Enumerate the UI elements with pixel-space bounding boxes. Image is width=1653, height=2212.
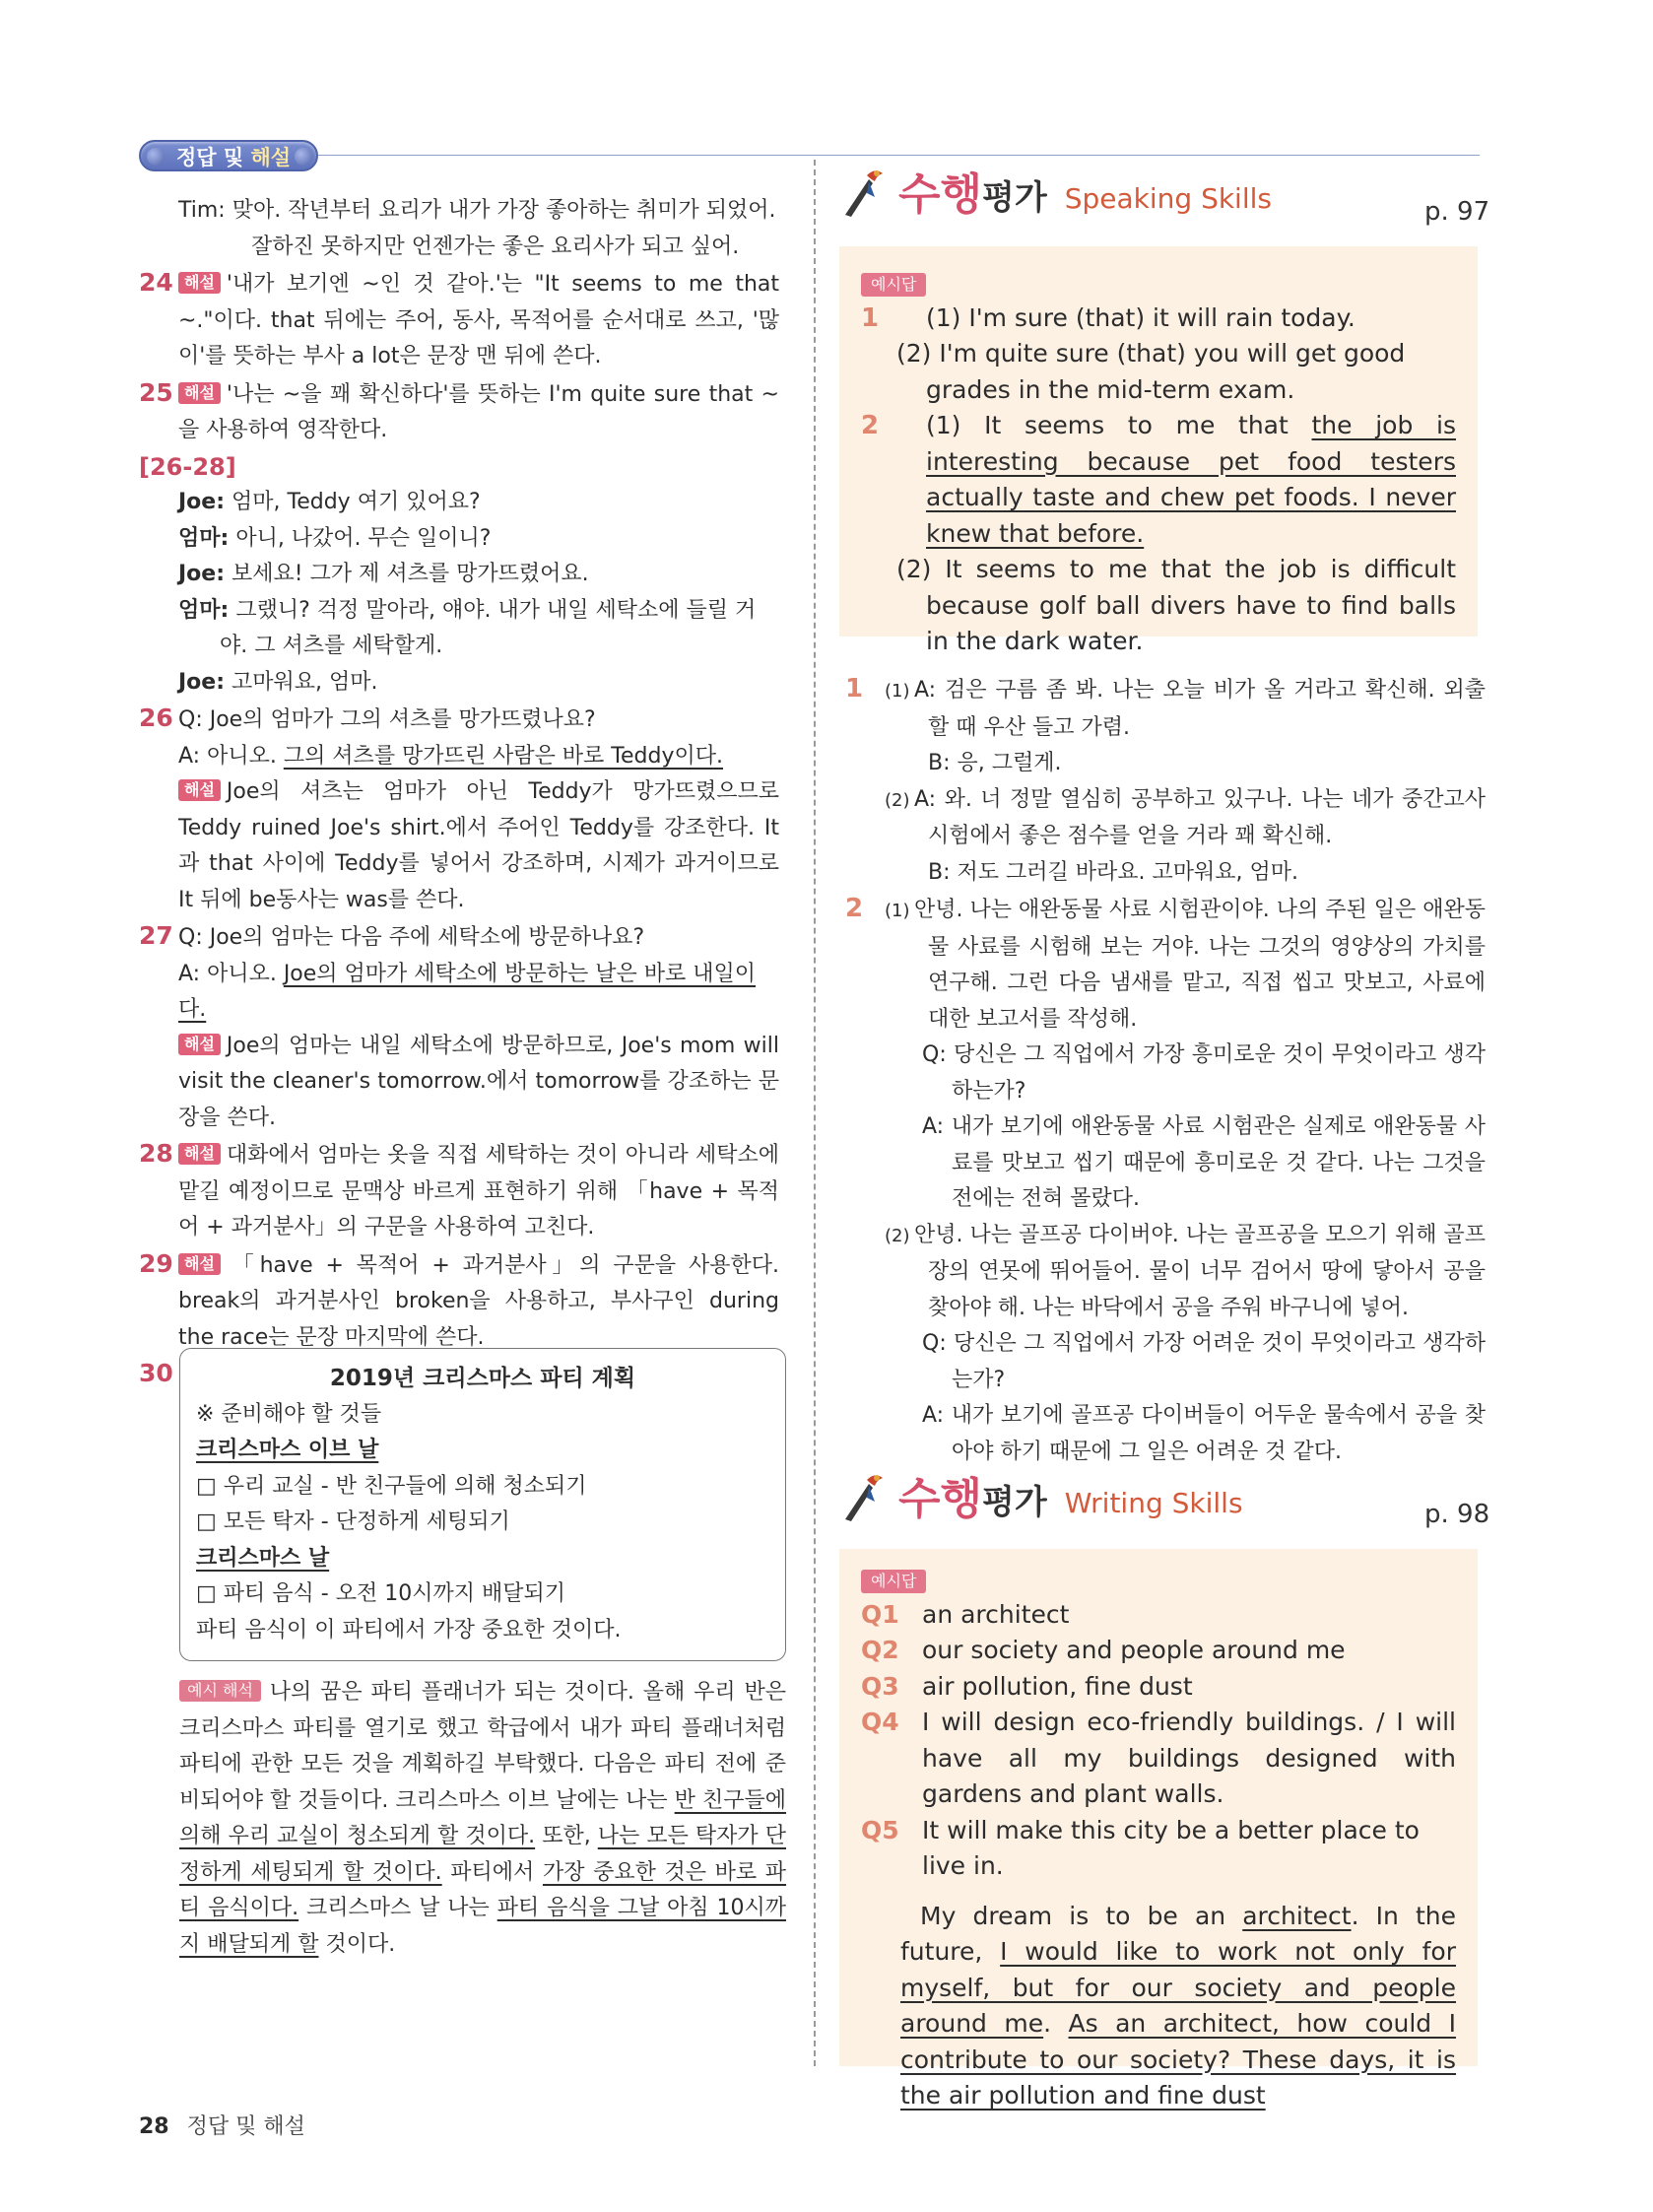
dialog-line: Joe: 엄마, Teddy 여기 있어요? [178,490,481,514]
writing-answer-box [839,1549,1478,2110]
writing-qa: Q2 our society and people around me [861,1636,1346,1664]
answer-24 [139,265,779,375]
example-answer-tag: 예시답 [861,1570,926,1593]
section-badge: 정답 및 해설 [139,140,318,171]
question-number: 26 [139,704,173,732]
answer-24-text: '내가 보기엔 ~인 것 같아.'는 "It seems to me that ~."이다. that 뒤에는 주어, 동사, 목적어를 순서대로 쓰고, '많이'를 뜻하는 부사 a lot은 문장 맨 뒤에 쓴다. [178,272,779,369]
translation-2-2-q: Q: 당신은 그 직업에서 가장 어려운 것이 무엇이라고 생각하는가? [922,1331,1486,1392]
writing-qa: Q5 It will make this city be a better place to live in. [861,1815,1420,1880]
writing-qa: Q3 air pollution, fine dust [861,1671,1193,1701]
answer-25-text: '나는 ~을 꽤 확신하다'를 뜻하는 I'm quite sure that ~을 사용하여 영작한다. [178,381,779,442]
plan-note: ※ 준비해야 할 것들 [196,1401,382,1427]
logo-korean-1: 수행 [898,169,983,220]
answer-29: 29 해설 「have + 목적어 + 과거분사」의 구문을 사용한다. break의 과거분사인 broken을 사용하고, 부사구인 during the race는 문장 마지막에 쓴다. [139,1246,779,1357]
answer-27: 27 Q: Joe의 엄마는 다음 주에 세탁소에 방문하나요? [139,918,779,957]
answer-27-answer: A: 아니오. Joe의 엄마가 세탁소에 방문하는 날은 바로 내일이다. [178,961,757,1022]
header-rule [148,155,1480,156]
footer-title: 정답 및 해설 [186,2114,305,2139]
dialog-line: 엄마: 그랬니? 걱정 말아라, 얘야. 내가 내일 세탁소에 들릴 거야. 그 셔츠를 세탁할게. [178,597,757,658]
translation-1-2: (2) A: 와. 너 정말 열심히 공부하고 있구나. 나는 네가 중간고사 시험에서 좋은 점수를 얻을 거라 꽤 확신해. [885,786,1486,848]
dialog-line: 엄마: 아니, 나갔어. 무슨 일이니? [178,525,492,551]
dialog-line: Joe: 보세요! 그가 제 셔츠를 망가뜨렸어요. [178,562,589,586]
plan-title: 2019년 크리스마스 파티 계획 [329,1366,636,1391]
translation-1-1: 1 (1) A: 검은 구름 좀 봐. 나는 오늘 비가 올 거라고 확신해. 외출할 때 우산 들고 가렴. [845,674,1486,740]
explain-tag: 해설 [178,1253,221,1275]
page-reference: p. 97 [1424,197,1490,227]
left-column [139,193,779,1394]
answer-26-explain: 해설 Joe의 셔츠는 엄마가 아닌 Teddy가 망가뜨렸으므로 Teddy ruined Joe's shirt.에서 주어인 Teddy를 강조한다. It과 that 사이에 Teddy를 넣어서 강조하며, 시제가 과거이므로 It 뒤에 be동사는 was를 쓴다. [178,779,779,912]
group-label: [26-28] [139,452,236,481]
section-title-speaking: Speaking Skills [1064,182,1272,215]
page-reference: p. 98 [1424,1500,1490,1529]
translation-2-1-q: Q: 당신은 그 직업에서 가장 흥미로운 것이 무엇이라고 생각하는가? [922,1042,1486,1104]
writing-qa: Q1 an architect [861,1599,1070,1629]
plan-day-heading: 크리스마스 날 [196,1545,330,1571]
question-number: 28 [139,1139,173,1168]
page-number: 28 [139,2114,169,2139]
question-number: 24 [139,268,173,297]
translation-2-1-a: A: 내가 보기에 애완동물 사료 시험관은 실제로 애완동물 사료를 맛보고 씹기 때문에 흥미로운 것 같다. 나는 그것을 전에는 전혀 몰랐다. [922,1114,1486,1211]
translation-2-1: 2 (1) 안녕. 나는 애완동물 사료 시험관이야. 나의 주된 일은 애완동물 사료를 시험해 보는 거야. 나는 그것의 영양상의 가치를 연구해. 그런 다음 냄새를 맡고, 직접 씹고 맛보고, 사료에 대한 보고서를 작성해. [845,894,1486,1032]
speaking-answer-box [839,246,1478,655]
logo-korean-2: 평가 [982,178,1047,218]
explain-tag: 해설 [178,382,221,404]
explain-tag: 해설 [178,272,221,294]
question-number: 27 [139,921,173,950]
example-translation: 예시 해석 나의 꿈은 파티 플래너가 되는 것이다. 올해 우리 반은 크리스마스 파티를 열기로 했고 학급에서 내가 파티 플래너처럼 파티에 관한 모든 것을 계획하길 부탁했다. 다음은 파티 전에 준비되어야 할 것들이다. 크리스마스 이브 날에는 나는 반 친구들에 의해 우리 교실이 청소되게 할 것이다. 또한, 나는 모든 탁자가 단정하게 세팅되게 할 것이다. 파티에서 가장 중요한 것은 바로 파티 음식이다. 크리스마스 날 나는 파티 음식을 그날 아침 10시까지 배달되게 할 것이다. [179,1680,787,1957]
answer-26-answer: A: 아니오. 그의 셔츠를 망가뜨린 사람은 바로 Teddy이다. [178,743,723,769]
translation-1-1-b: B: 응, 그럴게. [928,751,1062,775]
dialog-tim-line2: 잘하진 못하지만 언젠가는 좋은 요리사가 되고 싶어. [251,234,740,259]
answer-25 [139,375,779,449]
logo-korean-2: 평가 [982,1483,1047,1522]
speaking-answer-1: 1 (1) I'm sure (that) it will rain today. [861,302,1355,333]
explain-tag: 해설 [178,779,221,801]
speaking-answer-2-2: (2) It seems to me that the job is difficult because golf ball divers have to find balls in the dark water. [896,555,1456,655]
explain-tag: 해설 [178,1143,221,1165]
answer-27-explain: 해설 Joe의 엄마는 내일 세탁소에 방문하므로, Joe's mom will visit the cleaner's tomorrow.에서 tomorrow를 강조하는 문장을 쓴다. [178,1033,779,1130]
plan-day-note: 파티 음식이 이 파티에서 가장 중요한 것이다. [196,1617,622,1642]
answer-26: 26 Q: Joe의 엄마가 그의 셔츠를 망가뜨렸나요? [139,701,779,739]
translation-1-2-b: B: 저도 그러길 바라요. 고마워요, 엄마. [928,859,1298,885]
bird-icon [839,166,891,219]
plan-item: □ 우리 교실 - 반 친구들에 의해 청소되기 [196,1473,587,1499]
bird-icon [839,1470,891,1523]
speaking-translation [845,671,1486,1470]
translation-2-2: (2) 안녕. 나는 골프공 다이버야. 나는 골프공을 모으기 위해 골프장의 연못에 뛰어들어. 물이 너무 검어서 땅에 닿아서 공을 찾아야 해. 나는 바닥에서 공을 주워 바구니에 넣어. [885,1222,1486,1320]
example-translation-tag: 예시 해석 [179,1680,261,1702]
writing-heading [839,1470,1243,1523]
answer-28: 28 해설 대화에서 엄마는 옷을 직접 세탁하는 것이 아니라 세탁소에 맡길 예정이므로 문맥상 바르게 표현하기 위해 「have + 목적어 + 과거분사」의 구문을 사용하여 고친다. [139,1136,779,1246]
question-number: 30 [139,1359,173,1387]
page-footer [139,2110,305,2140]
party-plan-box [179,1348,786,1661]
writing-essay: My dream is to be an architect. In the future, I would like to work not only for myself, but for our society and people around me. As an architect, how could I contribute to our society? These days, it is the air pollution and fine dust [900,1901,1457,2110]
dialog-line: Joe: 고마워요, 엄마. [178,669,378,695]
section-title-writing: Writing Skills [1064,1487,1243,1519]
example-answer-tag: 예시답 [861,273,926,297]
question-number: 25 [139,377,173,407]
writing-qa: Q4 I will design eco-friendly buildings. / I will have all my buildings designed with gardens and plant walls. [861,1708,1456,1808]
explain-tag: 해설 [178,1034,221,1055]
column-divider [814,160,816,2066]
plan-item: □ 모든 탁자 - 단정하게 세팅되기 [196,1509,510,1534]
speaking-heading [839,166,1272,219]
plan-item: □ 파티 음식 - 오전 10시까지 배달되기 [196,1581,565,1606]
speaking-answer-2: 2 (1) It seems to me that the job is interesting because pet food testers actually taste and chew pet foods. I never knew that before. [861,411,1456,548]
plan-eve-heading: 크리스마스 이브 날 [196,1438,379,1462]
translation-2-2-a: A: 내가 보기에 골프공 다이버들이 어두운 물속에서 공을 찾아야 하기 때문에 그 일은 어려운 것 같다. [922,1403,1486,1464]
logo-korean-1: 수행 [898,1474,983,1524]
dialog-tim-line1: Tim: 맞아. 작년부터 요리가 내가 가장 좋아하는 취미가 되었어. [178,198,776,223]
speaking-answer-1-2: (2) I'm quite sure (that) you will get good grades in the mid-term exam. [896,339,1406,404]
question-number: 29 [139,1248,173,1278]
